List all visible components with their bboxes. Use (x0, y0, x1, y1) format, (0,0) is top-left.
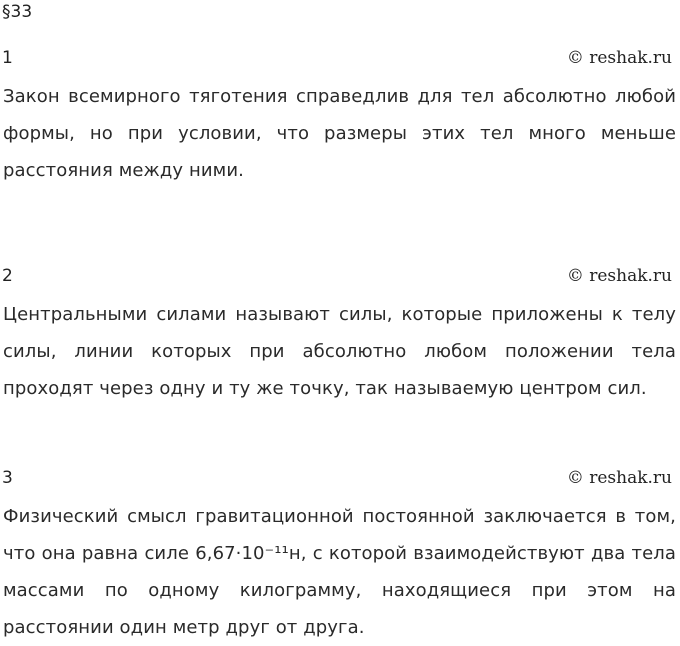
answer-header (0, 468, 680, 498)
answer-text: Центральными силами называют силы, которые приложены к телу силы, линии которых при абсолютно любом положении тела проходят через одну и ту же точку, так называемую центром сил. (3, 304, 676, 399)
answer-number: 1 (2, 48, 13, 68)
answer-header (0, 48, 680, 78)
answer-block-3 (0, 468, 680, 646)
reshak-watermark: © reshak.ru (566, 48, 672, 68)
reshak-watermark: © reshak.ru (566, 468, 672, 488)
answer-text: Физический смысл гравитационной постоянной заключается в том, что она равна силе 6,67·10⁻¹¹н, с которой взаимодействуют два тела массами по одному килограмму, находящиеся при этом на расстоянии один метр друг от друга. (3, 506, 676, 638)
answer-number: 3 (2, 468, 13, 488)
answer-block-2 (0, 266, 680, 407)
answer-number: 2 (2, 266, 13, 286)
section-title: §33 (2, 2, 33, 22)
reshak-watermark: © reshak.ru (566, 266, 672, 286)
answer-block-1 (0, 48, 680, 189)
answer-text: Закон всемирного тяготения справедлив для тел абсолютно любой формы, но при условии, что размеры этих тел много меньше расстояния между ними. (3, 86, 676, 181)
answer-header (0, 266, 680, 296)
